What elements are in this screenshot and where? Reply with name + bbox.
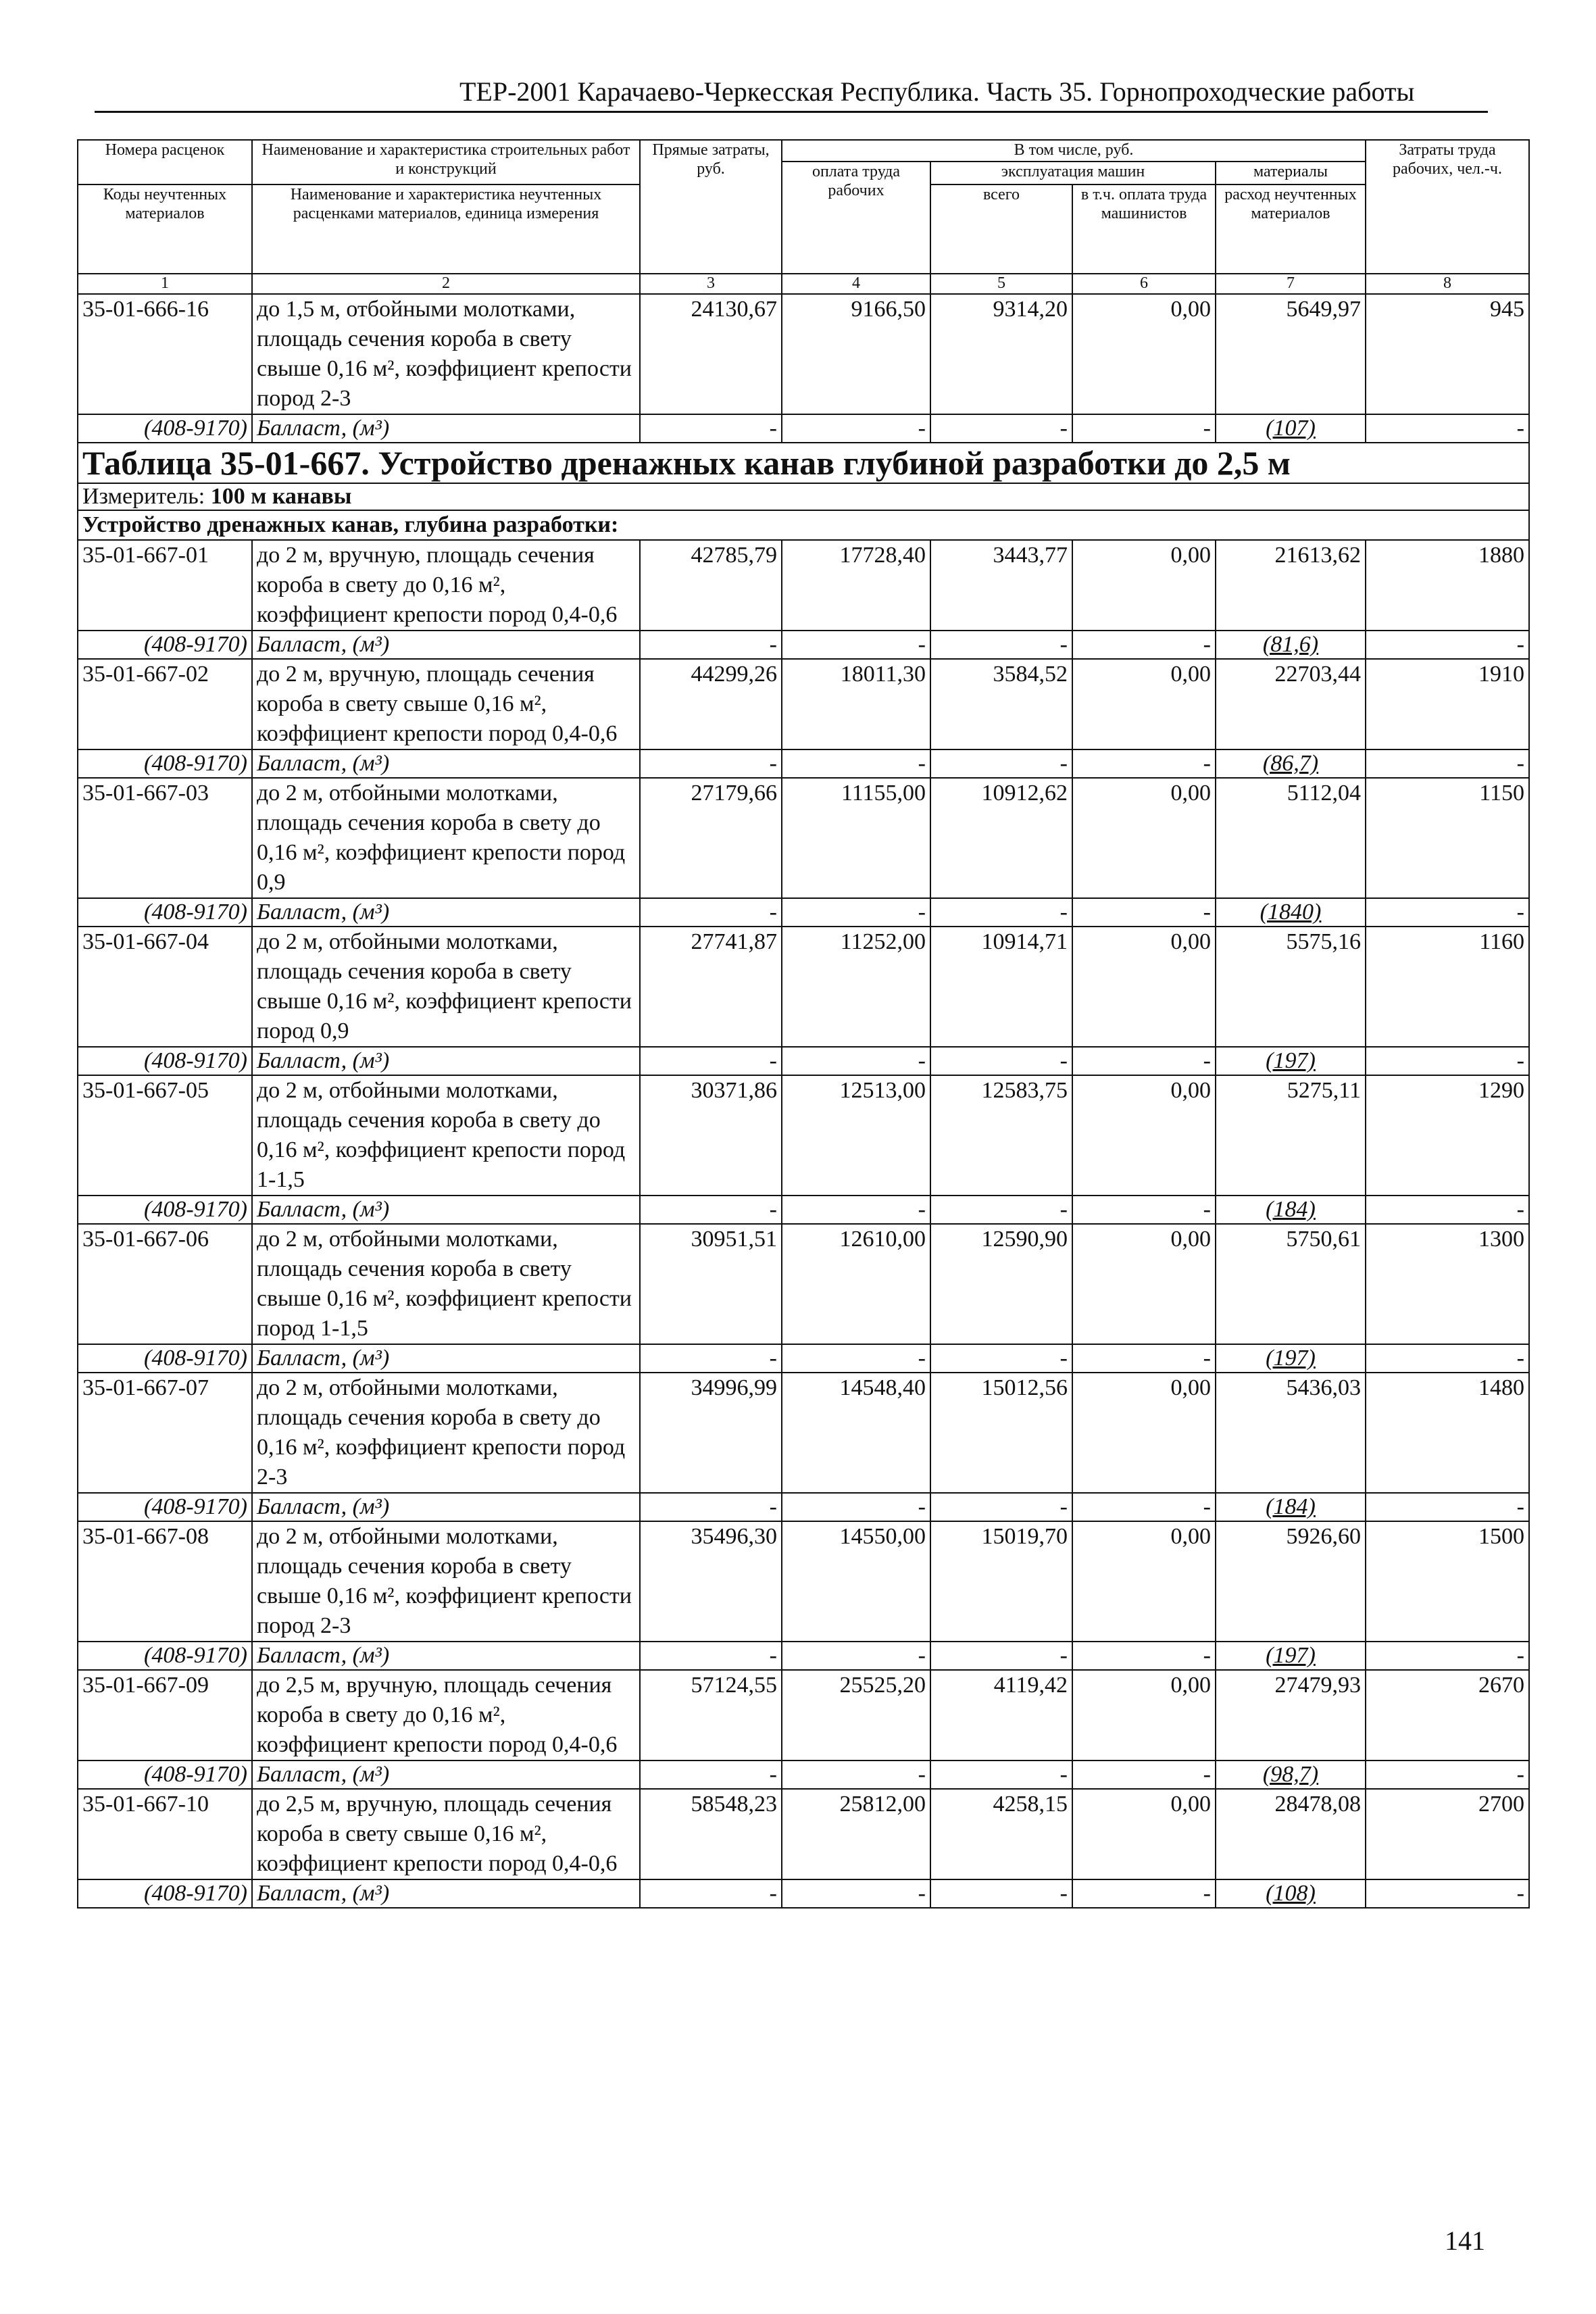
material-name: Балласт, (м³) bbox=[252, 1344, 640, 1373]
labor-pay: 25812,00 bbox=[782, 1789, 930, 1879]
table-row bbox=[78, 540, 1529, 631]
col6-header: в т.ч. оплата труда машинистов bbox=[1072, 184, 1216, 274]
material-code: (408-9170) bbox=[78, 1196, 252, 1224]
labor-hours: 1880 bbox=[1366, 540, 1529, 631]
page-header-title: ТЕР-2001 Карачаево-Черкесская Республика. Часть 35. Горнопроходческие работы bbox=[459, 76, 1415, 107]
material-code: (408-9170) bbox=[78, 1493, 252, 1521]
rate-description: до 2 м, отбойными молотками, площадь сечения короба в свету до 0,16 м², коэффициент крепости пород 1-1,5 bbox=[252, 1075, 640, 1196]
dash: - bbox=[640, 1761, 782, 1789]
rate-code: 35-01-667-10 bbox=[78, 1789, 252, 1879]
rate-code: 35-01-667-06 bbox=[78, 1224, 252, 1344]
dash: - bbox=[782, 631, 930, 659]
machinist-pay: 0,00 bbox=[1072, 659, 1216, 749]
dash: - bbox=[930, 1642, 1072, 1670]
col1-bottom-header: Коды неучтенных материалов bbox=[78, 184, 252, 274]
dash: - bbox=[1072, 1761, 1216, 1789]
materials-cost: 21613,62 bbox=[1216, 540, 1366, 631]
materials-cost: 5926,60 bbox=[1216, 1521, 1366, 1642]
direct-costs: 34996,99 bbox=[640, 1373, 782, 1493]
material-quantity: (107) bbox=[1216, 414, 1366, 443]
materials-cost: 5750,61 bbox=[1216, 1224, 1366, 1344]
dash: - bbox=[782, 1196, 930, 1224]
dash: - bbox=[1366, 749, 1529, 778]
machinist-pay: 0,00 bbox=[1072, 1224, 1216, 1344]
dash: - bbox=[1072, 749, 1216, 778]
rate-description: до 2,5 м, вручную, площадь сечения короба в свету свыше 0,16 м², коэффициент крепости пород 0,4-0,6 bbox=[252, 1789, 640, 1879]
table-row bbox=[78, 1224, 1529, 1344]
table-title: Таблица 35-01-667. Устройство дренажных канав глубиной разработки до 2,5 м bbox=[78, 443, 1529, 483]
direct-costs: 30371,86 bbox=[640, 1075, 782, 1196]
material-row bbox=[78, 1493, 1529, 1521]
table-row bbox=[78, 927, 1529, 1047]
direct-costs: 42785,79 bbox=[640, 540, 782, 631]
labor-pay: 14550,00 bbox=[782, 1521, 930, 1642]
breakdown-group-header: В том числе, руб. bbox=[782, 140, 1366, 162]
col-number: 5 bbox=[930, 274, 1072, 294]
table-row bbox=[78, 294, 1529, 414]
machinist-pay: 0,00 bbox=[1072, 927, 1216, 1047]
labor-hours: 1480 bbox=[1366, 1373, 1529, 1493]
col-number: 1 bbox=[78, 274, 252, 294]
material-row bbox=[78, 1047, 1529, 1075]
dash: - bbox=[1366, 1344, 1529, 1373]
labor-pay: 11252,00 bbox=[782, 927, 930, 1047]
material-name: Балласт, (м³) bbox=[252, 749, 640, 778]
material-row bbox=[78, 749, 1529, 778]
col3-header: Прямые затраты, руб. bbox=[640, 140, 782, 274]
materials-cost: 5275,11 bbox=[1216, 1075, 1366, 1196]
labor-hours: 1500 bbox=[1366, 1521, 1529, 1642]
material-quantity: (184) bbox=[1216, 1196, 1366, 1224]
dash: - bbox=[782, 1344, 930, 1373]
material-name: Балласт, (м³) bbox=[252, 1196, 640, 1224]
material-quantity: (98,7) bbox=[1216, 1761, 1366, 1789]
machinist-pay: 0,00 bbox=[1072, 778, 1216, 898]
dash: - bbox=[1072, 1493, 1216, 1521]
table-row bbox=[78, 1521, 1529, 1642]
labor-hours: 1300 bbox=[1366, 1224, 1529, 1344]
material-row bbox=[78, 414, 1529, 443]
labor-hours: 1910 bbox=[1366, 659, 1529, 749]
dash: - bbox=[640, 1344, 782, 1373]
table-row bbox=[78, 1670, 1529, 1761]
dash: - bbox=[1072, 898, 1216, 927]
dash: - bbox=[930, 631, 1072, 659]
material-name: Балласт, (м³) bbox=[252, 1493, 640, 1521]
dash: - bbox=[782, 749, 930, 778]
rates-table bbox=[77, 139, 1530, 1909]
dash: - bbox=[782, 1642, 930, 1670]
dash: - bbox=[1072, 1879, 1216, 1908]
material-row bbox=[78, 1642, 1529, 1670]
dash: - bbox=[930, 414, 1072, 443]
machines-total: 15019,70 bbox=[930, 1521, 1072, 1642]
dash: - bbox=[640, 414, 782, 443]
dash: - bbox=[1366, 631, 1529, 659]
direct-costs: 27741,87 bbox=[640, 927, 782, 1047]
header-rule bbox=[95, 111, 1488, 113]
material-quantity: (81,6) bbox=[1216, 631, 1366, 659]
direct-costs: 44299,26 bbox=[640, 659, 782, 749]
materials-cost: 5649,97 bbox=[1216, 294, 1366, 414]
material-name: Балласт, (м³) bbox=[252, 1047, 640, 1075]
material-quantity: (108) bbox=[1216, 1879, 1366, 1908]
section-title: Устройство дренажных канав, глубина разработки: bbox=[78, 510, 1529, 540]
material-name: Балласт, (м³) bbox=[252, 898, 640, 927]
dash: - bbox=[930, 749, 1072, 778]
dash: - bbox=[1366, 1642, 1529, 1670]
col7-header: расход неучтенных материалов bbox=[1216, 184, 1366, 274]
dash: - bbox=[930, 1047, 1072, 1075]
dash: - bbox=[640, 631, 782, 659]
labor-hours: 945 bbox=[1366, 294, 1529, 414]
machines-total: 3584,52 bbox=[930, 659, 1072, 749]
rate-code: 35-01-667-02 bbox=[78, 659, 252, 749]
table-row bbox=[78, 1373, 1529, 1493]
dash: - bbox=[640, 1196, 782, 1224]
labor-pay: 12513,00 bbox=[782, 1075, 930, 1196]
direct-costs: 58548,23 bbox=[640, 1789, 782, 1879]
material-name: Балласт, (м³) bbox=[252, 1642, 640, 1670]
materials-cost: 5575,16 bbox=[1216, 927, 1366, 1047]
material-quantity: (184) bbox=[1216, 1493, 1366, 1521]
materials-group-header: материалы bbox=[1216, 162, 1366, 184]
col1-top-header: Номера расценок bbox=[78, 140, 252, 184]
direct-costs: 30951,51 bbox=[640, 1224, 782, 1344]
machinist-pay: 0,00 bbox=[1072, 294, 1216, 414]
dash: - bbox=[782, 898, 930, 927]
dash: - bbox=[640, 749, 782, 778]
labor-pay: 14548,40 bbox=[782, 1373, 930, 1493]
machines-total: 10914,71 bbox=[930, 927, 1072, 1047]
material-row bbox=[78, 1879, 1529, 1908]
col4-header: оплата труда рабочих bbox=[782, 162, 930, 274]
col-number: 4 bbox=[782, 274, 930, 294]
material-row bbox=[78, 1761, 1529, 1789]
labor-hours: 1290 bbox=[1366, 1075, 1529, 1196]
dash: - bbox=[1366, 1761, 1529, 1789]
material-code: (408-9170) bbox=[78, 1344, 252, 1373]
machines-total: 9314,20 bbox=[930, 294, 1072, 414]
labor-pay: 12610,00 bbox=[782, 1224, 930, 1344]
direct-costs: 35496,30 bbox=[640, 1521, 782, 1642]
labor-hours: 2670 bbox=[1366, 1670, 1529, 1761]
dash: - bbox=[782, 1493, 930, 1521]
dash: - bbox=[930, 898, 1072, 927]
dash: - bbox=[930, 1493, 1072, 1521]
material-code: (408-9170) bbox=[78, 1642, 252, 1670]
machines-total: 4119,42 bbox=[930, 1670, 1072, 1761]
col-number: 7 bbox=[1216, 274, 1366, 294]
material-code: (408-9170) bbox=[78, 1047, 252, 1075]
dash: - bbox=[1366, 1493, 1529, 1521]
machinist-pay: 0,00 bbox=[1072, 1373, 1216, 1493]
labor-pay: 11155,00 bbox=[782, 778, 930, 898]
machines-total: 12590,90 bbox=[930, 1224, 1072, 1344]
rate-code: 35-01-667-09 bbox=[78, 1670, 252, 1761]
machines-total: 12583,75 bbox=[930, 1075, 1072, 1196]
rate-code: 35-01-667-05 bbox=[78, 1075, 252, 1196]
column-number-row bbox=[78, 274, 1529, 294]
header-row-1 bbox=[78, 140, 1529, 162]
col2-top-header: Наименование и характеристика строительных работ и конструкций bbox=[252, 140, 640, 184]
rate-code: 35-01-667-07 bbox=[78, 1373, 252, 1493]
table-title-row bbox=[78, 443, 1529, 483]
dash: - bbox=[782, 1761, 930, 1789]
dash: - bbox=[1072, 1344, 1216, 1373]
rows-body bbox=[78, 540, 1529, 1908]
materials-cost: 28478,08 bbox=[1216, 1789, 1366, 1879]
dash: - bbox=[1072, 631, 1216, 659]
col8-header: Затраты труда рабочих, чел.-ч. bbox=[1366, 140, 1529, 274]
labor-pay: 18011,30 bbox=[782, 659, 930, 749]
material-code: (408-9170) bbox=[78, 414, 252, 443]
table-row bbox=[78, 659, 1529, 749]
dash: - bbox=[782, 414, 930, 443]
rate-code: 35-01-667-08 bbox=[78, 1521, 252, 1642]
section-row bbox=[78, 510, 1529, 540]
dash: - bbox=[640, 1642, 782, 1670]
machinist-pay: 0,00 bbox=[1072, 1075, 1216, 1196]
rate-description: до 2 м, вручную, площадь сечения короба в свету до 0,16 м², коэффициент крепости пород 0,4-0,6 bbox=[252, 540, 640, 631]
rate-description: до 1,5 м, отбойными молотками, площадь сечения короба в свету свыше 0,16 м², коэффициент крепости пород 2-3 bbox=[252, 294, 640, 414]
machinist-pay: 0,00 bbox=[1072, 540, 1216, 631]
direct-costs: 24130,67 bbox=[640, 294, 782, 414]
machines-total: 4258,15 bbox=[930, 1789, 1072, 1879]
material-code: (408-9170) bbox=[78, 749, 252, 778]
machinist-pay: 0,00 bbox=[1072, 1521, 1216, 1642]
rate-code: 35-01-666-16 bbox=[78, 294, 252, 414]
dash: - bbox=[640, 1879, 782, 1908]
rate-description: до 2,5 м, вручную, площадь сечения короба в свету до 0,16 м², коэффициент крепости пород 0,4-0,6 bbox=[252, 1670, 640, 1761]
labor-pay: 25525,20 bbox=[782, 1670, 930, 1761]
rate-description: до 2 м, отбойными молотками, площадь сечения короба в свету свыше 0,16 м², коэффициент крепости пород 0,9 bbox=[252, 927, 640, 1047]
col2-bottom-header: Наименование и характеристика неучтенных расценками материалов, единица измерения bbox=[252, 184, 640, 274]
meter-label: Измеритель: bbox=[82, 484, 205, 509]
rate-description: до 2 м, отбойными молотками, площадь сечения короба в свету до 0,16 м², коэффициент крепости пород 2-3 bbox=[252, 1373, 640, 1493]
dash: - bbox=[930, 1196, 1072, 1224]
col-number: 3 bbox=[640, 274, 782, 294]
rate-description: до 2 м, отбойными молотками, площадь сечения короба в свету свыше 0,16 м², коэффициент крепости пород 1-1,5 bbox=[252, 1224, 640, 1344]
rate-code: 35-01-667-04 bbox=[78, 927, 252, 1047]
machines-total: 10912,62 bbox=[930, 778, 1072, 898]
dash: - bbox=[782, 1879, 930, 1908]
dash: - bbox=[930, 1761, 1072, 1789]
dash: - bbox=[782, 1047, 930, 1075]
dash: - bbox=[1366, 414, 1529, 443]
materials-cost: 5436,03 bbox=[1216, 1373, 1366, 1493]
materials-cost: 27479,93 bbox=[1216, 1670, 1366, 1761]
col-number: 2 bbox=[252, 274, 640, 294]
meter-value: 100 м канавы bbox=[210, 484, 352, 509]
material-code: (408-9170) bbox=[78, 898, 252, 927]
direct-costs: 27179,66 bbox=[640, 778, 782, 898]
table-row bbox=[78, 1789, 1529, 1879]
materials-cost: 5112,04 bbox=[1216, 778, 1366, 898]
labor-pay: 9166,50 bbox=[782, 294, 930, 414]
table-row bbox=[78, 1075, 1529, 1196]
dash: - bbox=[640, 1493, 782, 1521]
rate-code: 35-01-667-01 bbox=[78, 540, 252, 631]
col5-header: всего bbox=[930, 184, 1072, 274]
dash: - bbox=[1072, 1642, 1216, 1670]
material-row bbox=[78, 1344, 1529, 1373]
materials-cost: 22703,44 bbox=[1216, 659, 1366, 749]
dash: - bbox=[1072, 1047, 1216, 1075]
machinist-pay: 0,00 bbox=[1072, 1670, 1216, 1761]
material-name: Балласт, (м³) bbox=[252, 1879, 640, 1908]
material-quantity: (86,7) bbox=[1216, 749, 1366, 778]
table-row bbox=[78, 778, 1529, 898]
dash: - bbox=[1072, 414, 1216, 443]
dash: - bbox=[640, 898, 782, 927]
material-code: (408-9170) bbox=[78, 1879, 252, 1908]
material-code: (408-9170) bbox=[78, 1761, 252, 1789]
material-row bbox=[78, 898, 1529, 927]
material-name: Балласт, (м³) bbox=[252, 414, 640, 443]
meter-row bbox=[78, 483, 1529, 510]
page-number: 141 bbox=[1445, 2225, 1485, 2256]
material-quantity: (197) bbox=[1216, 1344, 1366, 1373]
dash: - bbox=[930, 1344, 1072, 1373]
material-row bbox=[78, 631, 1529, 659]
dash: - bbox=[1366, 1879, 1529, 1908]
direct-costs: 57124,55 bbox=[640, 1670, 782, 1761]
material-row bbox=[78, 1196, 1529, 1224]
material-quantity: (1840) bbox=[1216, 898, 1366, 927]
rate-description: до 2 м, отбойными молотками, площадь сечения короба в свету до 0,16 м², коэффициент крепости пород 0,9 bbox=[252, 778, 640, 898]
labor-hours: 1150 bbox=[1366, 778, 1529, 898]
dash: - bbox=[1366, 1196, 1529, 1224]
rate-description: до 2 м, отбойными молотками, площадь сечения короба в свету свыше 0,16 м², коэффициент крепости пород 2-3 bbox=[252, 1521, 640, 1642]
col-number: 8 bbox=[1366, 274, 1529, 294]
dash: - bbox=[1072, 1196, 1216, 1224]
machinist-pay: 0,00 bbox=[1072, 1789, 1216, 1879]
machines-total: 15012,56 bbox=[930, 1373, 1072, 1493]
machines-group-header: эксплуатация машин bbox=[930, 162, 1216, 184]
dash: - bbox=[1366, 898, 1529, 927]
dash: - bbox=[930, 1879, 1072, 1908]
rate-description: до 2 м, вручную, площадь сечения короба в свету свыше 0,16 м², коэффициент крепости пород 0,4-0,6 bbox=[252, 659, 640, 749]
machines-total: 3443,77 bbox=[930, 540, 1072, 631]
material-quantity: (197) bbox=[1216, 1047, 1366, 1075]
labor-hours: 1160 bbox=[1366, 927, 1529, 1047]
col-number: 6 bbox=[1072, 274, 1216, 294]
labor-pay: 17728,40 bbox=[782, 540, 930, 631]
material-name: Балласт, (м³) bbox=[252, 631, 640, 659]
labor-hours: 2700 bbox=[1366, 1789, 1529, 1879]
rate-code: 35-01-667-03 bbox=[78, 778, 252, 898]
material-name: Балласт, (м³) bbox=[252, 1761, 640, 1789]
dash: - bbox=[1366, 1047, 1529, 1075]
meter bbox=[78, 483, 1529, 510]
dash: - bbox=[640, 1047, 782, 1075]
material-code: (408-9170) bbox=[78, 631, 252, 659]
material-quantity: (197) bbox=[1216, 1642, 1366, 1670]
